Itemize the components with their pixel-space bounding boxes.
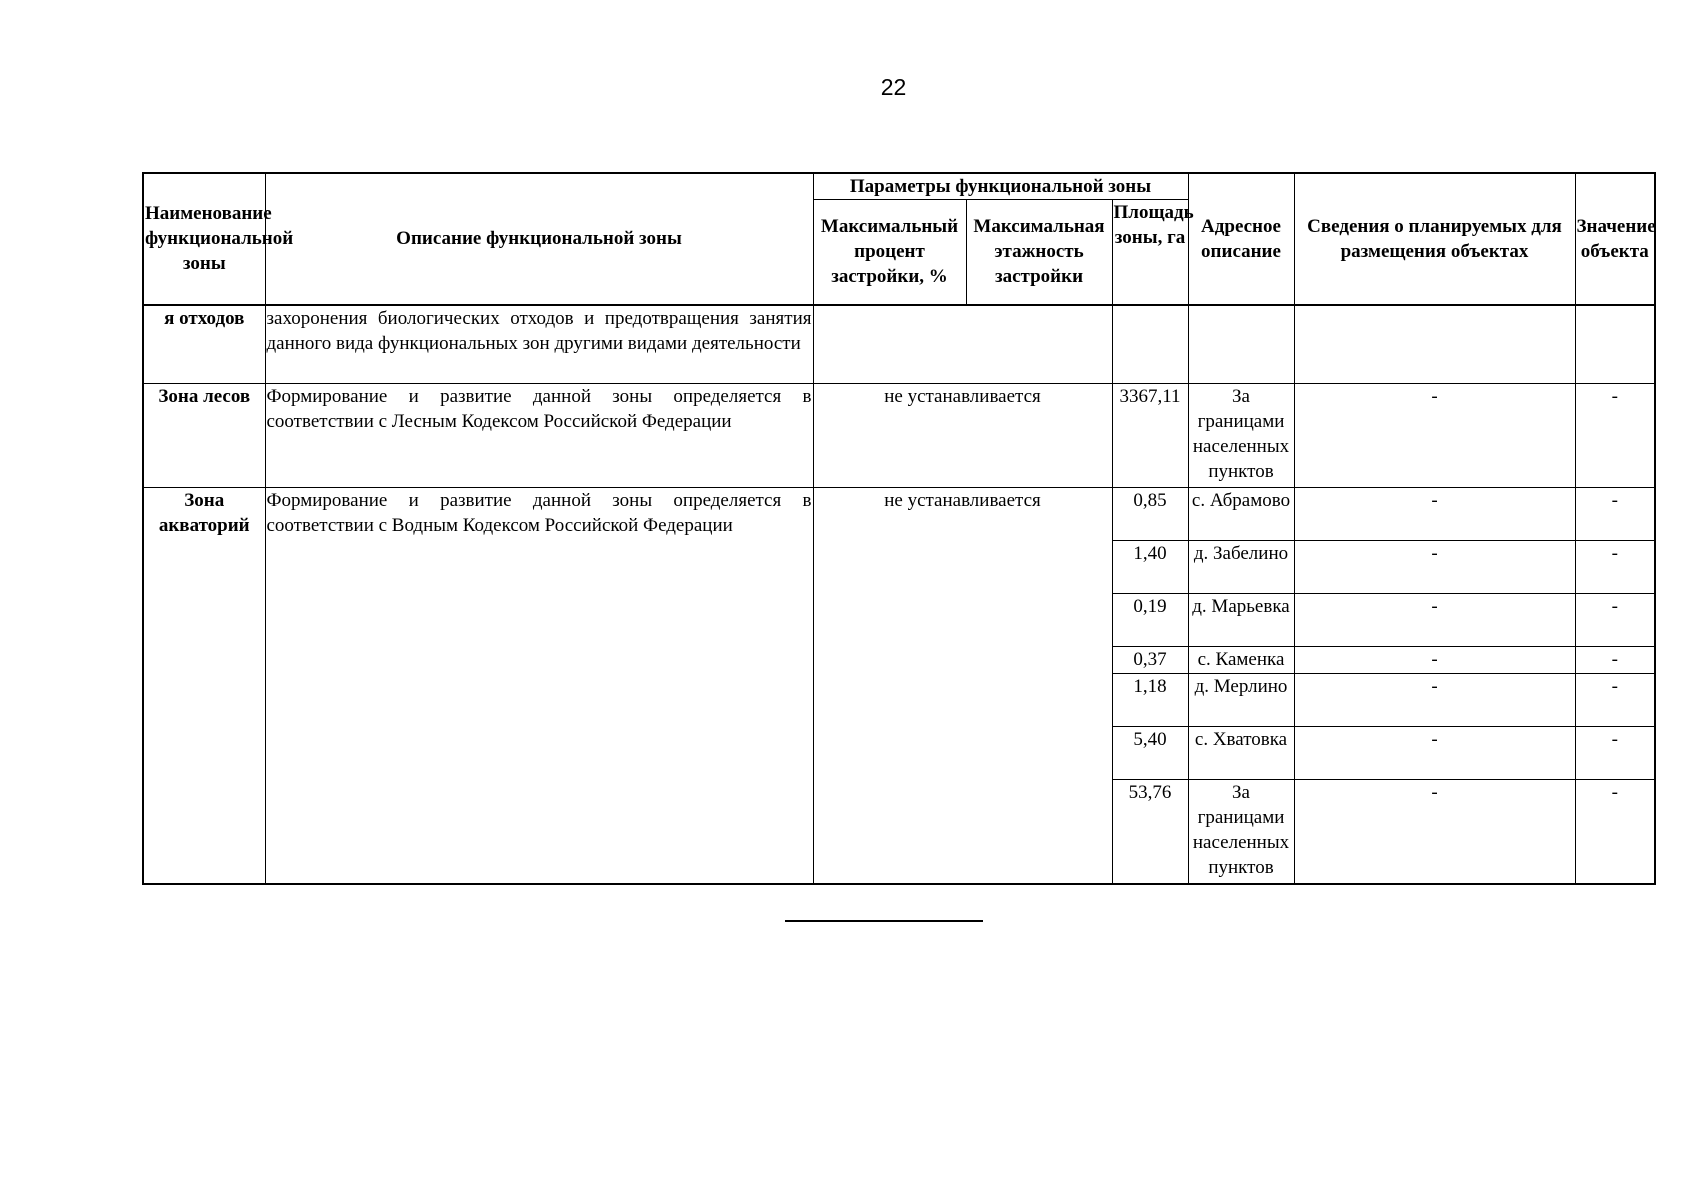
address-cell: с. Хватовка xyxy=(1188,727,1294,780)
planned-cell: - xyxy=(1294,541,1575,594)
address-cell: с. Абрамово xyxy=(1188,488,1294,541)
area-cell: 0,85 xyxy=(1112,488,1188,541)
address-cell: д. Мерлино xyxy=(1188,674,1294,727)
zone-name-cell: я отходов xyxy=(143,305,265,384)
planned-cell: - xyxy=(1294,727,1575,780)
functional-zones-table xyxy=(142,172,1656,885)
header-significance: Значение объекта xyxy=(1575,173,1655,305)
address-cell: За границами населенных пунктов xyxy=(1188,780,1294,884)
params-cell: не устанавливается xyxy=(813,488,1112,884)
table-header xyxy=(143,173,1655,305)
header-area: Площадь зоны, га xyxy=(1112,200,1188,305)
zone-description-cell: захоронения биологических отходов и предотвращения занятия данного вида функциональных зон другими видами деятельности xyxy=(265,305,813,384)
end-of-table-rule xyxy=(785,920,983,922)
planned-cell: - xyxy=(1294,384,1575,488)
table-body xyxy=(143,305,1655,884)
area-cell: 53,76 xyxy=(1112,780,1188,884)
significance-cell: - xyxy=(1575,647,1655,674)
header-description: Описание функциональной зоны xyxy=(265,173,813,305)
header-planned-objects: Сведения о планируемых для размещения объектах xyxy=(1294,173,1575,305)
header-zone-name: Наименование функциональной зоны xyxy=(143,173,265,305)
header-max-percent: Максимальный процент застройки, % xyxy=(813,200,966,305)
planned-cell xyxy=(1294,305,1575,384)
zone-name-cell: Зона акваторий xyxy=(143,488,265,884)
significance-cell: - xyxy=(1575,780,1655,884)
significance-cell: - xyxy=(1575,488,1655,541)
significance-cell: - xyxy=(1575,727,1655,780)
header-params-group: Параметры функциональной зоны xyxy=(813,173,1188,200)
significance-cell: - xyxy=(1575,594,1655,647)
page-number: 22 xyxy=(880,74,907,100)
zone-name-cell: Зона лесов xyxy=(143,384,265,488)
address-cell: д. Марьевка xyxy=(1188,594,1294,647)
header-address: Адресное описание xyxy=(1188,173,1294,305)
address-cell: д. Забелино xyxy=(1188,541,1294,594)
planned-cell: - xyxy=(1294,594,1575,647)
area-cell xyxy=(1112,305,1188,384)
area-cell: 0,19 xyxy=(1112,594,1188,647)
area-cell: 3367,11 xyxy=(1112,384,1188,488)
header-max-floors: Максимальная этажность застройки xyxy=(966,200,1112,305)
address-cell: За границами населенных пунктов xyxy=(1188,384,1294,488)
planned-cell: - xyxy=(1294,780,1575,884)
planned-cell: - xyxy=(1294,674,1575,727)
area-cell: 0,37 xyxy=(1112,647,1188,674)
area-cell: 1,18 xyxy=(1112,674,1188,727)
zone-description-cell: Формирование и развитие данной зоны определяется в соответствии с Водным Кодексом Российской Федерации xyxy=(265,488,813,884)
significance-cell: - xyxy=(1575,384,1655,488)
planned-cell: - xyxy=(1294,488,1575,541)
params-cell: не устанавливается xyxy=(813,384,1112,488)
area-cell: 5,40 xyxy=(1112,727,1188,780)
significance-cell: - xyxy=(1575,674,1655,727)
planned-cell: - xyxy=(1294,647,1575,674)
address-cell xyxy=(1188,305,1294,384)
table-row xyxy=(143,305,1655,384)
significance-cell xyxy=(1575,305,1655,384)
params-cell xyxy=(813,305,1112,384)
area-cell: 1,40 xyxy=(1112,541,1188,594)
table-row xyxy=(143,384,1655,488)
significance-cell: - xyxy=(1575,541,1655,594)
table-row xyxy=(143,488,1655,541)
address-cell: с. Каменка xyxy=(1188,647,1294,674)
zone-description-cell: Формирование и развитие данной зоны определяется в соответствии с Лесным Кодексом Российской Федерации xyxy=(265,384,813,488)
